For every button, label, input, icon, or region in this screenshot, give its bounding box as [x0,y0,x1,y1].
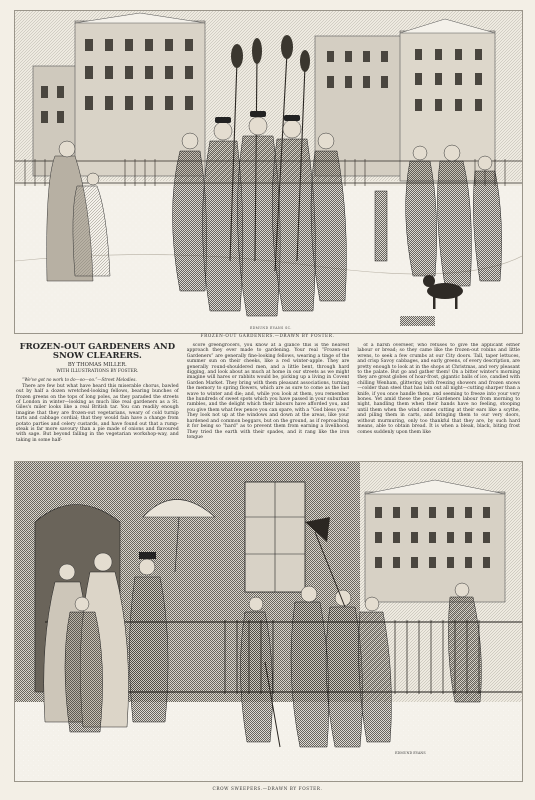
crow-sweepers-engraving [14,461,523,782]
article-paragraph: score greengrocers, you know at a glance this is the nearest approach they ever made to gardening. Your real “Frozen-out Gardeners” are generally fine-looking fellows, wearing a tinge of the summer sun on their cheeks, like a red winter-apple. They are generally round-shouldered men, and a little bent, through hard digging, and look about as much at home in our streets as we might imagine will hares or rabbits would be, picking up a living in Covent Garden Market. They bring with them pleasant associations, turning the memory to spring flowers, which are as sure to come as the last wave to winter and die; and, while you look at them, you remember the hundreds of sweet spots which you have passed in your suburban rambles, and the delight which their labours have afforded you, and you give them what few pence you can spare, with a “God bless you.” They look not up at the windows and down at the areas, like your hardened and common beggars, but on the ground, as if reproaching it for being so “hard” as to prevent them from earning a livelihood. They tried the earth with their spades, and it rang like the iron tongue [186,343,350,440]
article-column-3 [357,343,520,457]
top-engraver-signature: EDMUND EVANS SC. [250,326,292,330]
article-paragraph: of a harsh overseer, who refuses to give the applicant either labour or bread; so they came like the frozen-out robins and little wrens, to seek a few crumbs at our City doors. Tall, taper lettuces, and crisp Savoy cabbages, and early greens, of every description, are pretty enough to look at in the shops at Christmas, and very pleasant to the palate. But go and gather them! On a bitter winter's morning they are great globes of hoar-frost, gigantic balls of ice, candied with chilling Wenham, glittering with freezing showers and frozen snows—colder than steel that has lain out all night—cutting sharper than a knife, if you once handle them, and seeming to freeze into your very bones. Yet amid these the poor Gardeners labour from morning to night, handling them when their hands have no feeling, stooping until them when the wind comes cutting at their ears like a scythe, and piling them in carts, and bringing them to our very doors, without murmuring, only too thankful that they are, by such hard means, able to obtain bread. It is when a bleak, black, biting frost comes suddenly upon them like [357,343,521,435]
article-paragraph: There are few but what have heard this miserable chorus, bawled out by half a dozen wretched-looking fellows, bearing bunches of frozen greens on the tops of long poles, as they paraded the streets of London in winter—looking as much like real gardeners as a St. Giles's miler looks like a real British tar. You can readily enough imagine that they are frozen-out vegetarians, weary of cold turnip tarts and cabbage cordial; that they would fain have a change from potato parties and celery custards, and have found out that a rump-steak is far more savoury than a pie made of onions and flavoured with sage. But beyond falling in the vegetarian workshop-way, and taking in some half- [16,383,179,443]
article-column-2 [187,343,350,457]
article-byline: BY THOMAS MILLER. [67,362,127,368]
article-column-1 [16,343,179,457]
article-headline: FROZEN-OUT GARDENERS AND SNOW CLEARERS. [19,343,176,361]
article-epigraph: “We've got no work to do—oo—oo.”—Street Melodies. [22,376,137,382]
sweepers-scene [15,462,522,781]
bottom-engraver-signature: EDMUND EVANS [395,751,426,755]
article-illustration-credit: WITH ILLUSTRATIONS BY FOSTER. [56,369,139,375]
bottom-illustration-caption: CROW SWEEPERS.—DRAWN BY FOSTER. [212,786,323,791]
top-illustration-caption: FROZEN-OUT GARDENERS.—DRAWN BY FOSTER. [200,333,335,338]
frozen-out-gardeners-engraving [14,10,523,334]
article-body [16,343,520,457]
gardeners-scene [15,11,522,333]
